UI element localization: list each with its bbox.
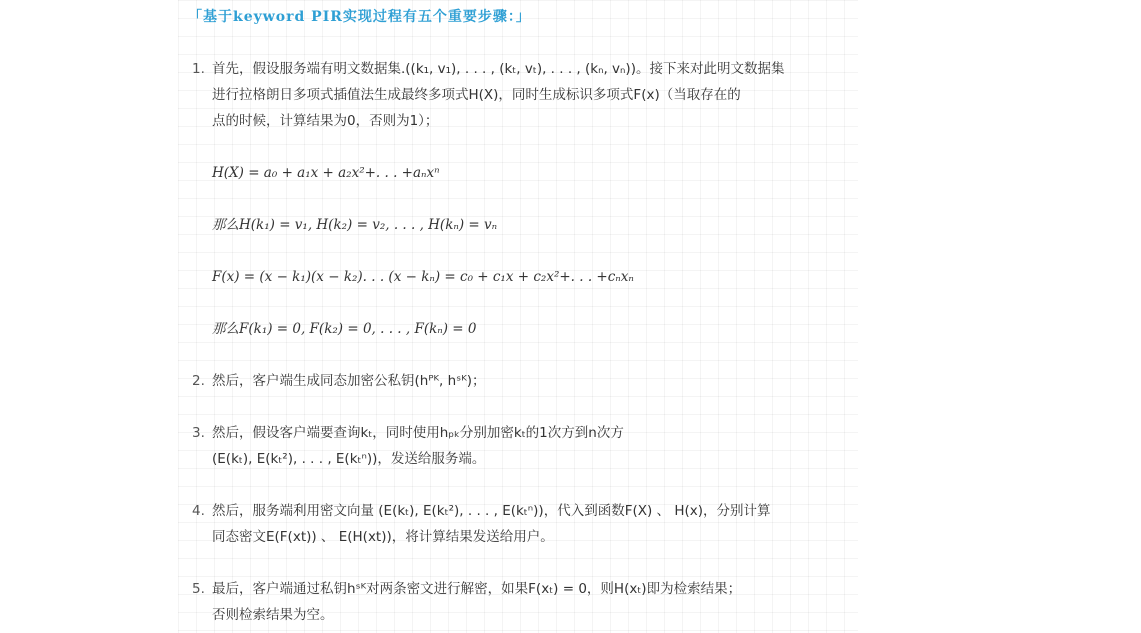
step-text-line: (E(kₜ), E(kₜ²), . . . , E(kₜⁿ))，发送给服务端。: [212, 451, 486, 467]
step-text-line: 首先，假设服务端有明文数据集.((k₁, v₁), . . . , (kₜ, vₜ), . . . , (kₙ, vₙ))。接下来对此明文数据集: [212, 61, 785, 77]
step-text-line: 最后，客户端通过私钥hˢᴷ对两条密文进行解密，如果F(xₜ) = 0，则H(xₜ)即为检索结果；: [212, 581, 742, 597]
step-number: 2.: [192, 373, 205, 389]
step-text-line: 同态密文E(F(xt)) 、 E(H(xt))，将计算结果发送给用户。: [212, 529, 554, 545]
step-text-line: 否则检索结果为空。: [212, 607, 334, 623]
step-number: 1.: [192, 61, 205, 77]
article-body: [178, 0, 858, 633]
step-number: 5.: [192, 581, 205, 597]
step-text-line: 点的时候，计算结果为0，否则为1）；: [212, 113, 439, 129]
section-heading: 「基于keyword PIR实现过程有五个重要步骤：」: [188, 9, 531, 25]
step-number: 4.: [192, 503, 205, 519]
formula: H(X) = a₀ + a₁x + a₂x²+. . . +aₙxⁿ: [212, 165, 440, 181]
formula: 那么H(k₁) = v₁, H(k₂) = v₂, . . . , H(kₙ) = vₙ: [212, 217, 498, 233]
step-text-line: 然后，客户端生成同态加密公私钥(hᴾᴷ, hˢᴷ)；: [212, 373, 486, 389]
step-text-line: 然后，假设客户端要查询kₜ，同时使用hₚₖ分别加密kₜ的1次方到n次方: [212, 425, 624, 441]
step-text-line: 然后，服务端利用密文向量 (E(kₜ), E(kₜ²), . . . , E(kₜⁿ))，代入到函数F(X) 、 H(x)，分别计算: [212, 503, 771, 519]
formula: F(x) = (x − k₁)(x − k₂). . . (x − kₙ) = c₀ + c₁x + c₂x²+. . . +cₙxₙ: [212, 269, 634, 285]
step-text-line: 进行拉格朗日多项式插值法生成最终多项式H(X)，同时生成标识多项式F(x)（当取存在的: [212, 87, 741, 103]
step-number: 3.: [192, 425, 205, 441]
formula: 那么F(k₁) = 0, F(k₂) = 0, . . . , F(kₙ) = 0: [212, 321, 477, 337]
